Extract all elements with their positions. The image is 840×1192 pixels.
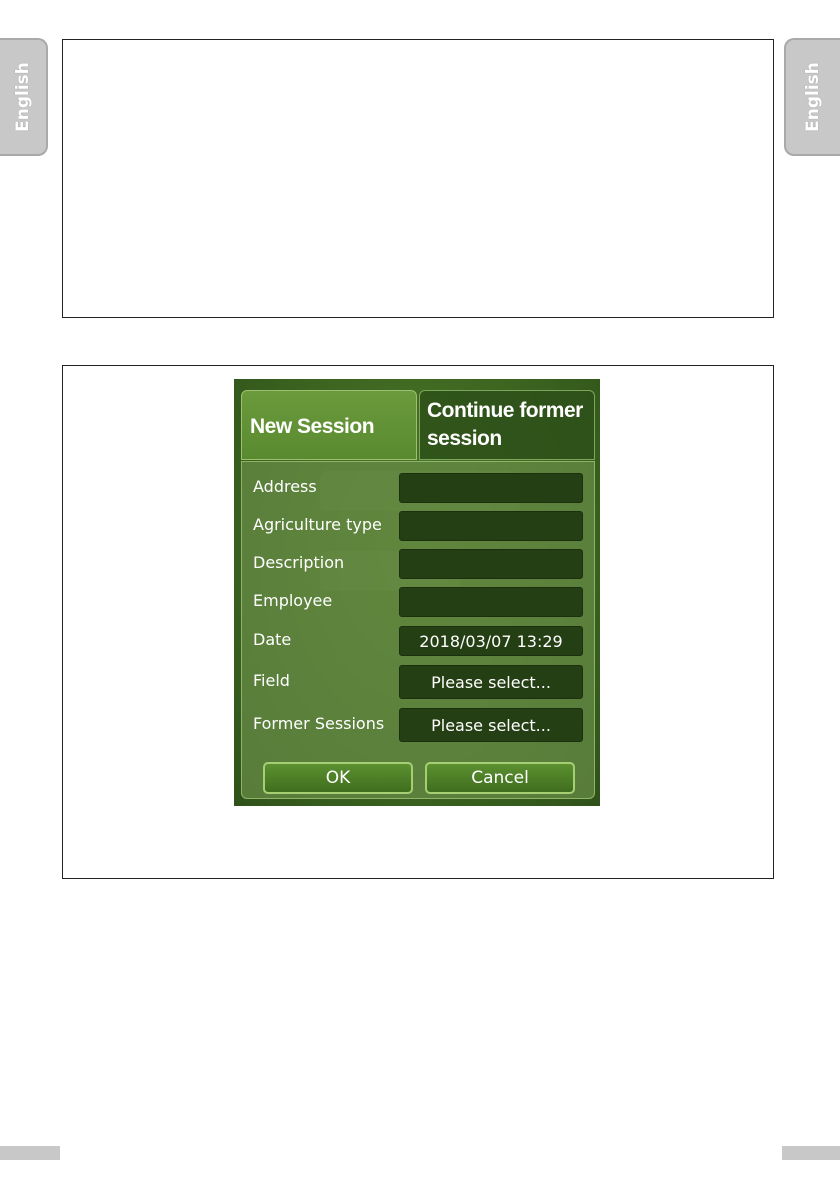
device-screen — [234, 379, 600, 806]
tab-continue-former-session-label: Continue former session — [427, 399, 583, 450]
cancel-button[interactable]: Cancel — [425, 762, 575, 794]
form-row-date — [242, 626, 594, 658]
address-label: Address — [253, 477, 317, 496]
footer-bar-right — [782, 1146, 840, 1160]
ok-button[interactable]: OK — [263, 762, 413, 794]
employee-label: Employee — [253, 591, 333, 610]
language-tab-left — [0, 38, 48, 156]
description-input[interactable] — [399, 549, 583, 579]
form-row-employee — [242, 587, 594, 619]
tab-new-session-label: New Session — [250, 415, 375, 438]
form-row-field — [242, 665, 594, 697]
agriculture-type-input[interactable] — [399, 511, 583, 541]
empty-figure-frame — [62, 39, 774, 318]
form-row-address — [242, 473, 594, 505]
form-row-former-sessions — [242, 708, 594, 740]
tab-continue-former-session[interactable] — [419, 390, 595, 460]
language-tab-right-label: English — [803, 62, 824, 132]
employee-input[interactable] — [399, 587, 583, 617]
date-label: Date — [253, 630, 292, 649]
description-label: Description — [253, 553, 345, 572]
footer-bar-left — [0, 1146, 60, 1160]
form-row-description — [242, 549, 594, 581]
field-select[interactable]: Please select... — [399, 665, 583, 699]
tab-new-session[interactable] — [241, 390, 417, 460]
field-label: Field — [253, 671, 290, 690]
language-tab-right — [784, 38, 840, 156]
language-tab-left-label: English — [13, 62, 34, 132]
former-sessions-select[interactable]: Please select... — [399, 708, 583, 742]
address-input[interactable] — [399, 473, 583, 503]
agriculture-type-label: Agriculture type — [253, 515, 382, 534]
new-session-form — [241, 461, 595, 799]
date-input[interactable]: 2018/03/07 13:29 — [399, 626, 583, 656]
former-sessions-label: Former Sessions — [253, 714, 385, 733]
form-row-agriculture-type — [242, 511, 594, 543]
